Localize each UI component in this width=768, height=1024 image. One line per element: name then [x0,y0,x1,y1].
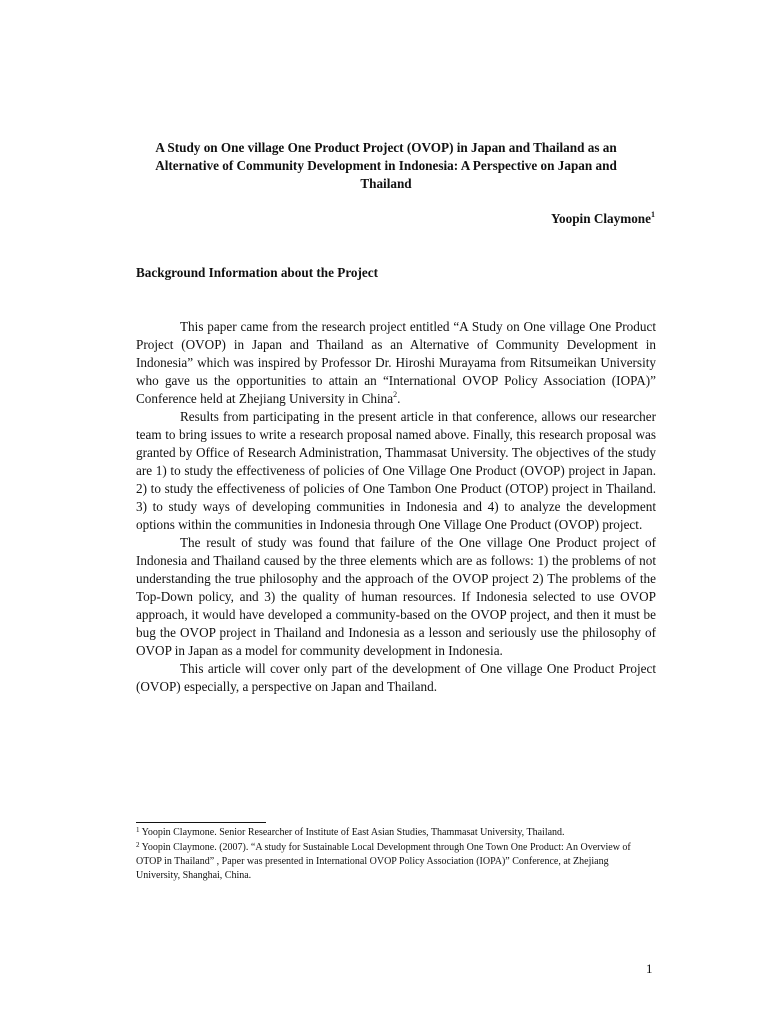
footnote-mark[interactable]: 2 [393,389,398,399]
paragraph-tail: . [397,391,401,406]
body-text [136,318,656,696]
section-heading: Background Information about the Project [136,265,379,280]
footnote [136,841,636,883]
footnote-divider [136,822,266,823]
footnote [136,826,636,841]
paragraph-text: This paper came from the research project entitled “A Study on One village One Product Project (OVOP) in Japan and Thailand as an Alternative of Community Development in Indonesia” which was inspired by Professor Dr. Hiroshi Murayama from Ritsumeikan University who gave us the opportunities to attain an “International OVOP Policy Association (IOPA)” Conference held at Zhejiang University in China [136,319,656,406]
paragraph [136,318,656,408]
paragraph: Results from participating in the present article in that conference, allows our researcher team to bring issues to write a research proposal named above. Finally, this research proposal was granted by Office of Research Administration, Thammasat University. The objectives of the study are 1) to study the effectiveness of policies of One Village One Product (OVOP) project in Japan. 2) to study the effectiveness of policies of One Tambon One Product (OTOP) project in Thailand. 3) to study ways of developing communities in Indonesia and 4) to analyze the development options within the communities in Indonesia through One Village One Product (OVOP) project. [136,409,656,532]
paragraph: This article will cover only part of the development of One village One Product Project (OVOP) especially, a perspective on Japan and Thailand. [136,661,656,694]
footnote-text: Yoopin Claymone. (2007). “A study for Sustainable Local Development through One Town One Product: An Overview of OTOP in Thailand” , Paper was presented in International OVOP Policy Association (IOPA)” Conference, at Zhejiang University, Shanghai, China. [136,841,631,881]
footnote-number: 2 [136,840,140,849]
footnotes [136,826,636,882]
paragraph: The result of study was found that failure of the One village One Product project of Indonesia and Thailand caused by the three elements which are as follows: 1) the problems of not understanding the true philosophy and the approach of the OVOP project 2) The problems of the Top-Down policy, and 3) the quality of human resources. If Indonesia selected to use OVOP approach, it would have developed a community-based on the OVOP project, and then it must be bug the OVOP project in Thailand and Indonesia as a lesson and seriously use the philosophy of OVOP in Japan as a model for community development in Indonesia. [136,535,656,658]
author-name: Yoopin Claymone [550,211,651,226]
document-title: A Study on One village One Product Project (OVOP) in Japan and Thailand as an Alternative of Community Development in Indonesia: A Perspective on Japan and Thailand [155,140,617,191]
author-footnote-mark[interactable]: 1 [651,209,655,219]
footnote-text: Yoopin Claymone. Senior Researcher of Institute of East Asian Studies, Thammasat University, Thailand. [139,827,565,838]
author-line [551,210,655,228]
footnote-number: 1 [136,826,140,834]
page-number: 1 [646,961,653,976]
